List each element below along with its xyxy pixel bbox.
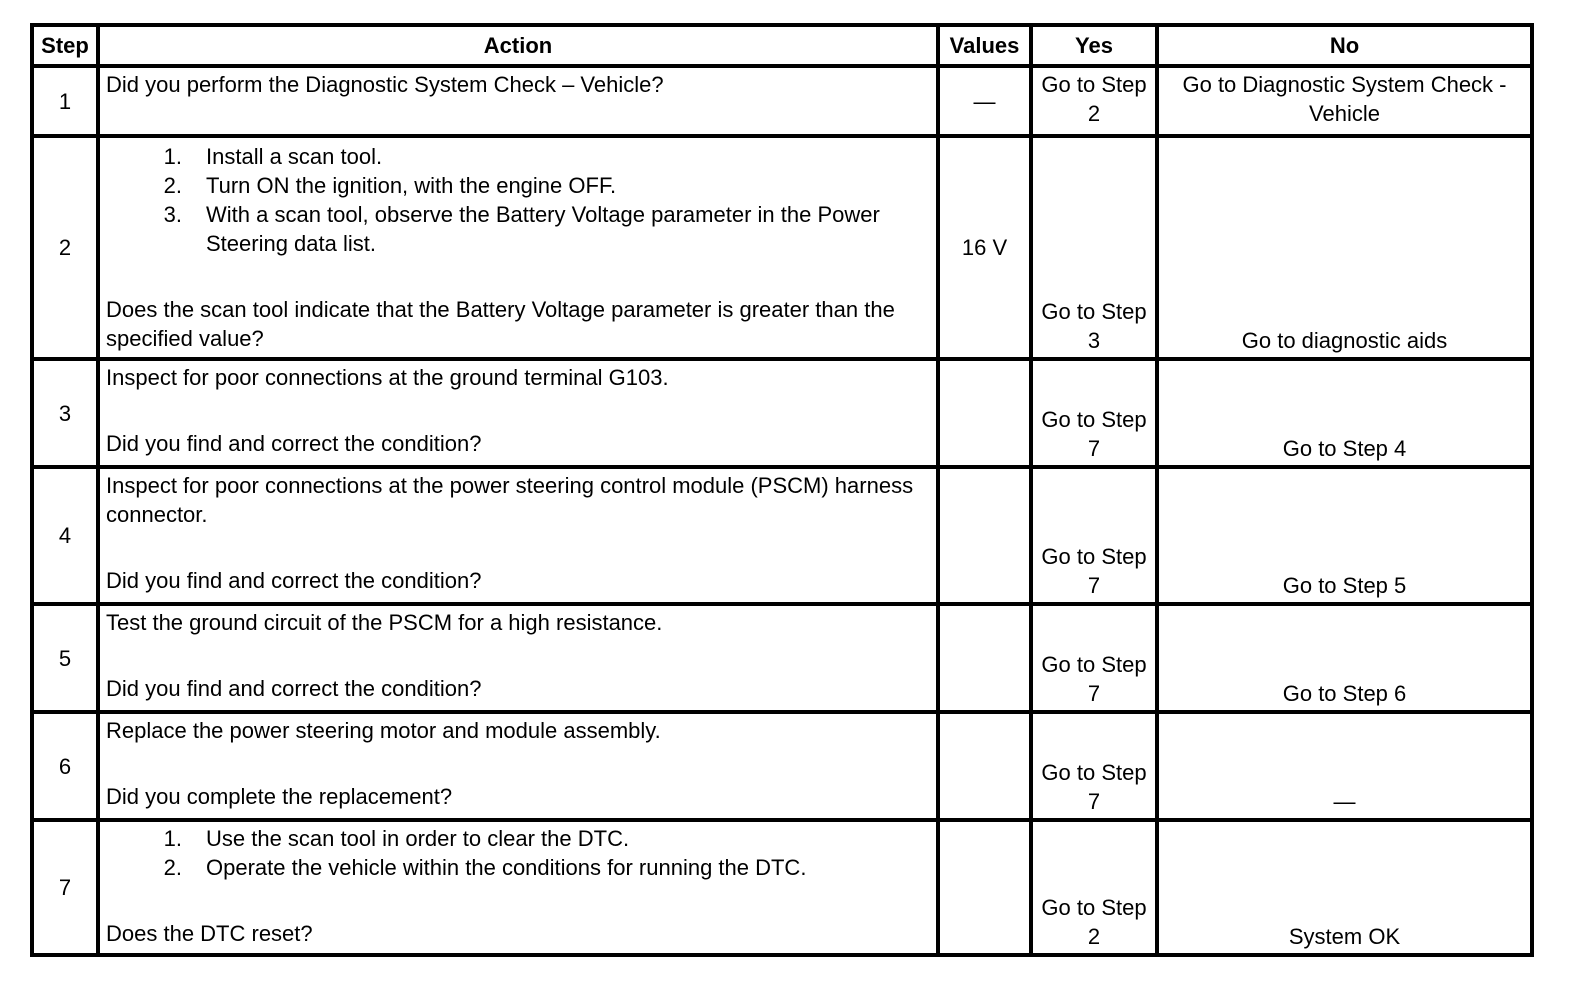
header-no: No: [1157, 25, 1532, 66]
instruction-text: Use the scan tool in order to clear the DTC.: [206, 826, 630, 851]
table-row: [32, 66, 1532, 136]
action-question: Did you find and correct the condition?: [106, 676, 482, 701]
step-number: 4: [32, 467, 98, 604]
yes-cell: Go to Step 7: [1031, 604, 1157, 712]
values-cell: [938, 820, 1031, 955]
instruction-item: [106, 824, 932, 853]
instruction-number: 2.: [163, 855, 182, 880]
values-cell: [938, 604, 1031, 712]
no-cell: Go to Step 6: [1157, 604, 1532, 712]
values-cell: [938, 467, 1031, 604]
action-question: Does the DTC reset?: [106, 921, 313, 946]
no-cell: Go to Diagnostic System Check - Vehicle: [1157, 66, 1532, 136]
step-number: 5: [32, 604, 98, 712]
values-cell: [938, 359, 1031, 467]
header-row: [32, 25, 1532, 66]
instruction-list: [106, 142, 932, 258]
diagnostic-table: [30, 23, 1534, 957]
action-cell: [98, 66, 938, 136]
no-cell: —: [1157, 712, 1532, 820]
header-step: Step: [32, 25, 98, 66]
instruction-number: 1.: [163, 144, 182, 169]
action-cell: [98, 604, 938, 712]
action-instruction: Test the ground circuit of the PSCM for a high resistance.: [106, 610, 663, 635]
step-number: 3: [32, 359, 98, 467]
table-row: [32, 712, 1532, 820]
table-row: [32, 604, 1532, 712]
instruction-text: Turn ON the ignition, with the engine OFF.: [206, 173, 617, 198]
header-values: Values: [938, 25, 1031, 66]
instruction-item: [106, 853, 932, 882]
instruction-text: Install a scan tool.: [206, 144, 383, 169]
action-question: Did you find and correct the condition?: [106, 431, 482, 456]
instruction-number: 1.: [163, 826, 182, 851]
yes-cell: Go to Step 2: [1031, 66, 1157, 136]
instruction-number: 2.: [163, 173, 182, 198]
action-instruction: Inspect for poor connections at the power steering control module (PSCM) harness connector.: [106, 473, 914, 527]
no-cell: Go to Step 5: [1157, 467, 1532, 604]
yes-cell: Go to Step 3: [1031, 136, 1157, 359]
action-instruction: Inspect for poor connections at the ground terminal G103.: [106, 365, 669, 390]
action-question: Did you find and correct the condition?: [106, 568, 482, 593]
action-cell: [98, 467, 938, 604]
yes-cell: Go to Step 7: [1031, 712, 1157, 820]
instruction-item: [106, 142, 932, 171]
values-cell: —: [938, 66, 1031, 136]
instruction-text: With a scan tool, observe the Battery Voltage parameter in the Power Steering data list.: [206, 202, 880, 256]
yes-cell: Go to Step 2: [1031, 820, 1157, 955]
no-cell: Go to diagnostic aids: [1157, 136, 1532, 359]
instruction-item: [106, 171, 932, 200]
action-cell: [98, 359, 938, 467]
instruction-text: Operate the vehicle within the conditions for running the DTC.: [206, 855, 807, 880]
action-cell: [98, 136, 938, 359]
values-cell: [938, 712, 1031, 820]
table-row: [32, 467, 1532, 604]
table-row: [32, 136, 1532, 359]
action-instruction: Replace the power steering motor and module assembly.: [106, 718, 661, 743]
yes-cell: Go to Step 7: [1031, 467, 1157, 604]
action-question: Did you perform the Diagnostic System Check – Vehicle?: [106, 72, 664, 97]
values-cell: 16 V: [938, 136, 1031, 359]
action-cell: [98, 712, 938, 820]
step-number: 1: [32, 66, 98, 136]
table-row: [32, 359, 1532, 467]
step-number: 2: [32, 136, 98, 359]
step-number: 7: [32, 820, 98, 955]
header-action: Action: [98, 25, 938, 66]
no-cell: Go to Step 4: [1157, 359, 1532, 467]
action-question: Did you complete the replacement?: [106, 784, 453, 809]
action-question: Does the scan tool indicate that the Battery Voltage parameter is greater than the specified value?: [106, 297, 895, 351]
instruction-number: 3.: [163, 202, 182, 227]
instruction-list: [106, 824, 932, 882]
instruction-item: [106, 200, 932, 258]
table-row: [32, 820, 1532, 955]
step-number: 6: [32, 712, 98, 820]
action-cell: [98, 820, 938, 955]
no-cell: System OK: [1157, 820, 1532, 955]
yes-cell: Go to Step 7: [1031, 359, 1157, 467]
diagnostic-table-container: [30, 23, 1530, 957]
header-yes: Yes: [1031, 25, 1157, 66]
